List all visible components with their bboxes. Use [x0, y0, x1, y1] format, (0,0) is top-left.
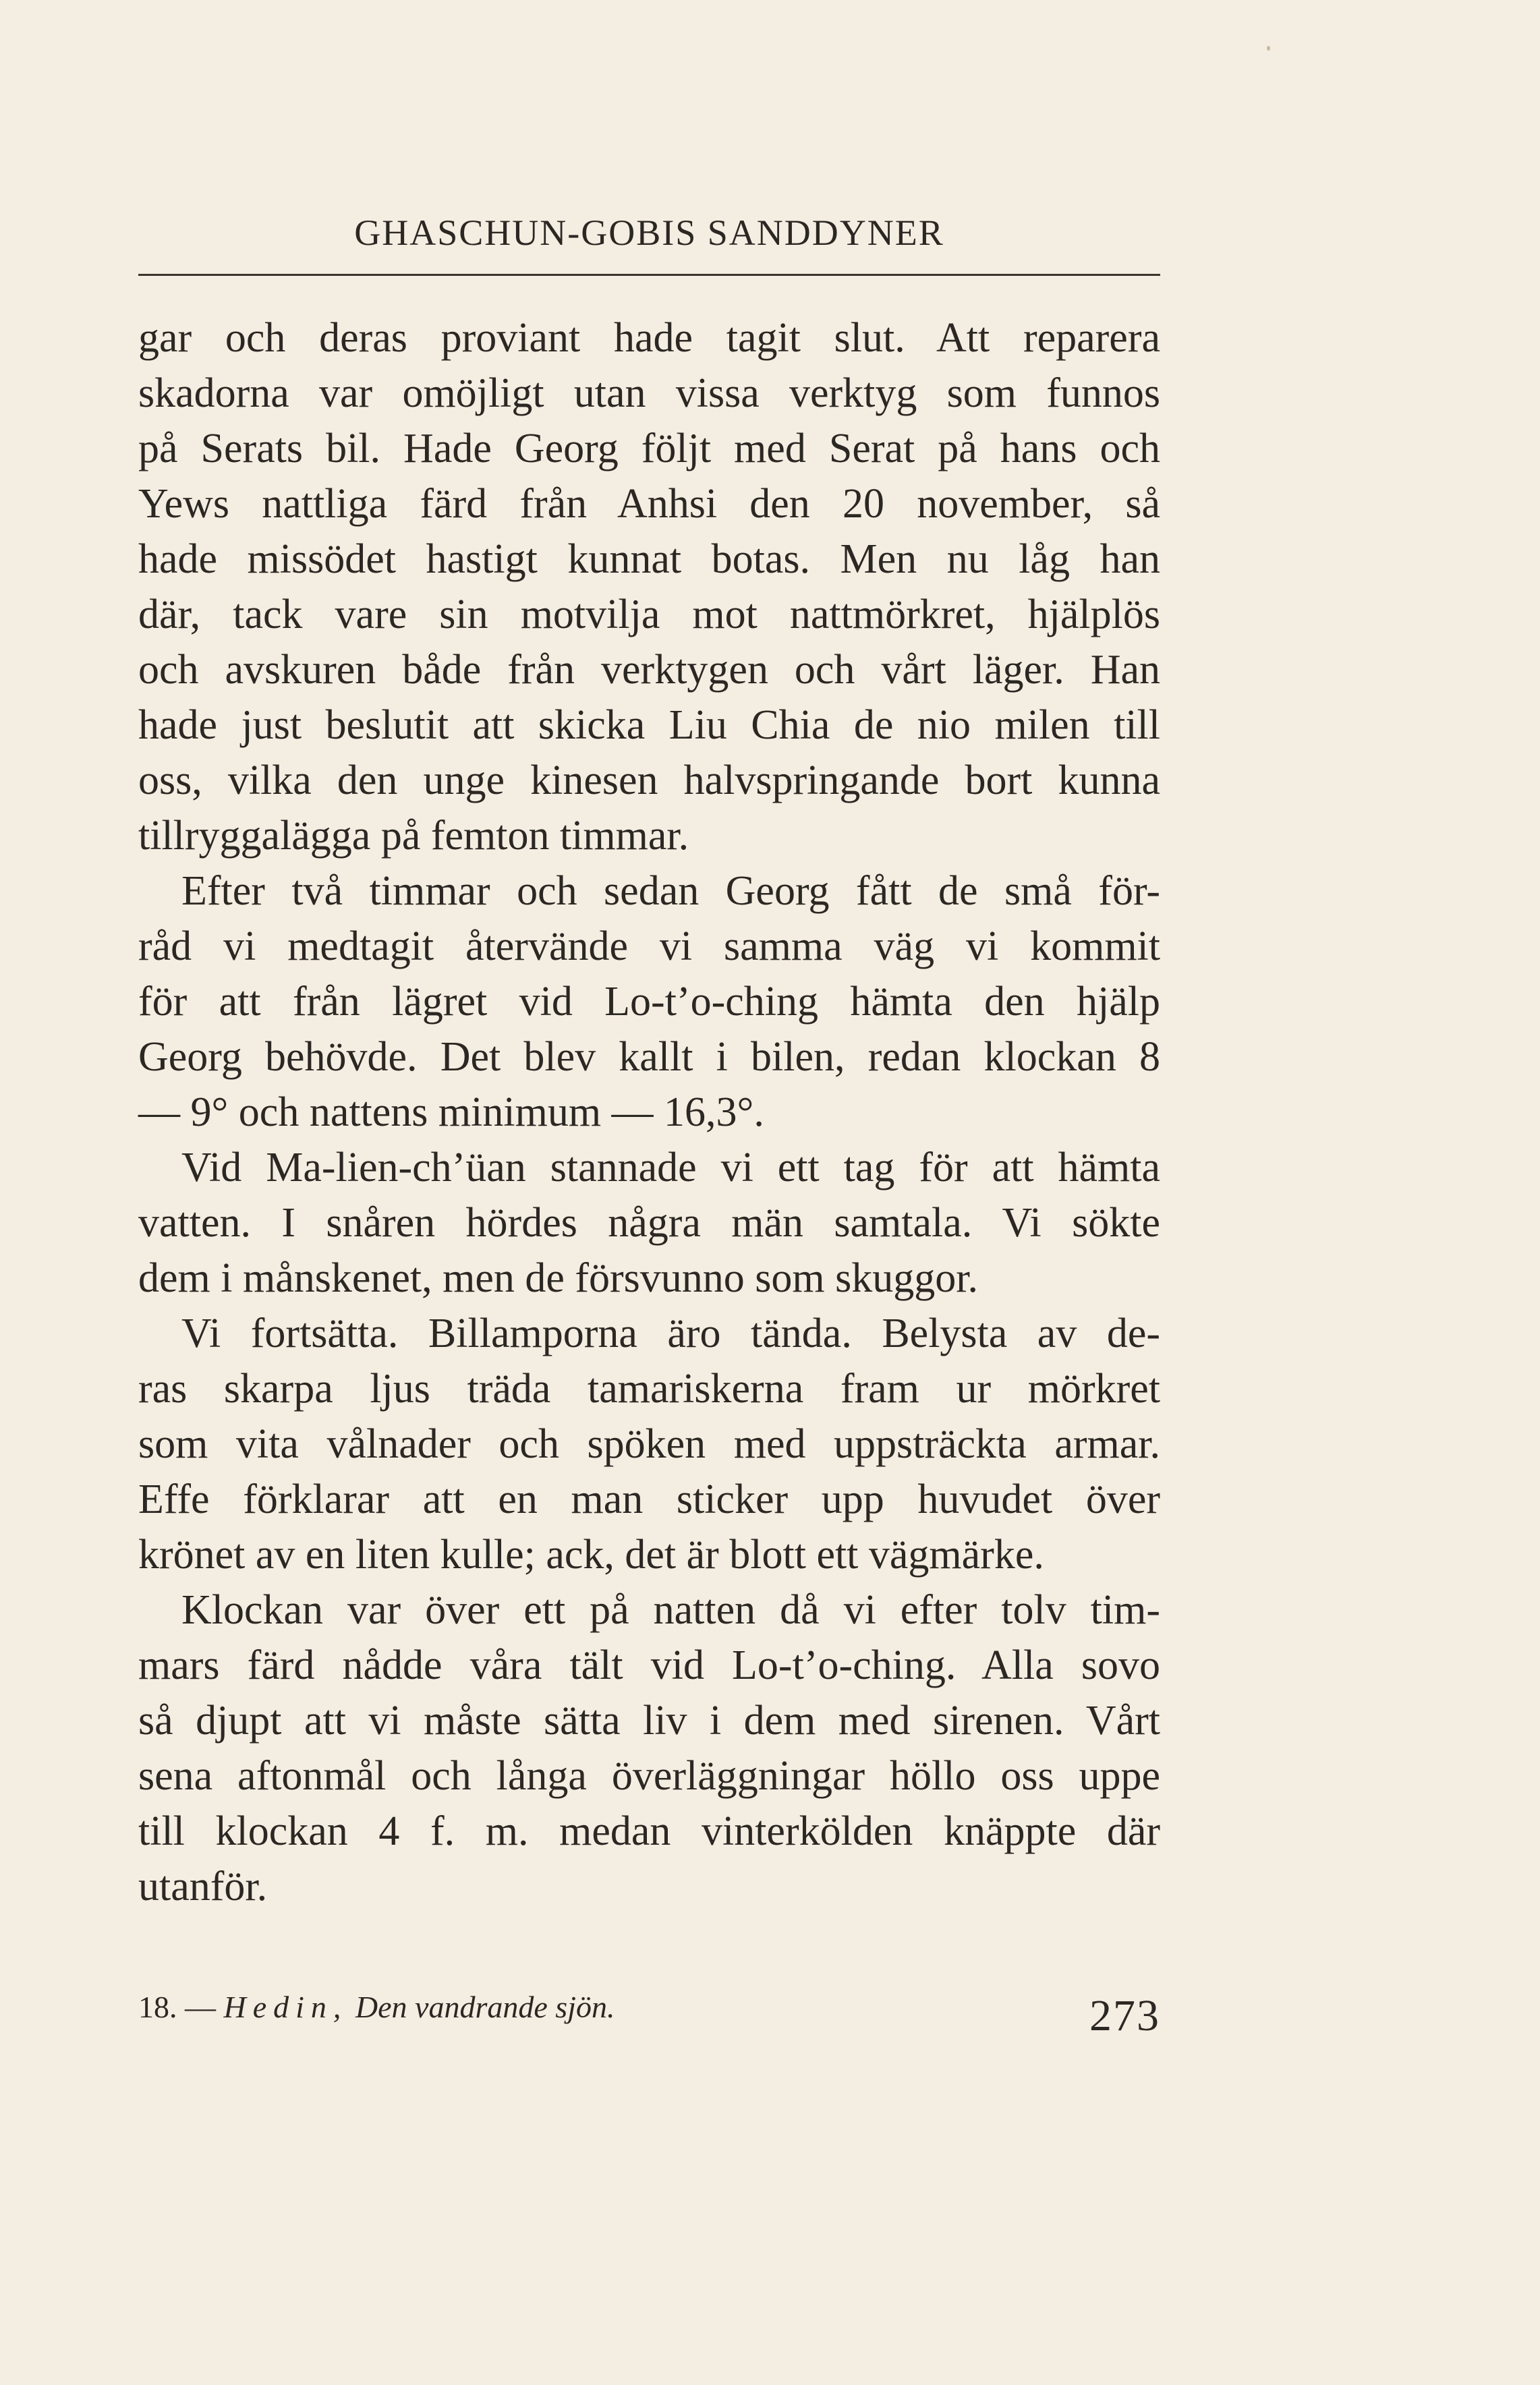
- text-line: hade missödet hastigt kunnat botas. Men nu låg han: [138, 536, 1160, 582]
- paragraph: [138, 310, 1160, 863]
- text-line: Vi fortsätta. Billamporna äro tända. Belysta av de-: [181, 1311, 1160, 1356]
- text-line: Georg behövde. Det blev kallt i bilen, redan klockan 8: [138, 1034, 1160, 1080]
- body-text: [138, 310, 1160, 1914]
- text-line: så djupt att vi måste sätta liv i dem med sirenen. Vårt: [138, 1698, 1160, 1744]
- text-line: och avskuren både från verktygen och vårt läger. Han: [138, 647, 1160, 693]
- printer-signature: [138, 1987, 615, 2028]
- text-line: råd vi medtagit återvände vi samma väg vi kommit: [138, 923, 1160, 969]
- text-line: vatten. I snåren hördes några män samtala. Vi sökte: [138, 1200, 1160, 1246]
- text-line: som vita vålnader och spöken med uppsträckta armar.: [138, 1421, 1160, 1467]
- text-line: ras skarpa ljus träda tamariskerna fram ur mörkret: [138, 1366, 1160, 1412]
- page-footer: [138, 1987, 1160, 2048]
- text-line: utanför.: [138, 1864, 268, 1909]
- text-line: Klockan var över ett på natten då vi efter tolv tim-: [181, 1587, 1160, 1633]
- signature-title: Den vandrande sjön.: [355, 1990, 615, 2024]
- paragraph: [138, 1582, 1160, 1914]
- text-line: för att från lägret vid Lo-t’o-ching hämta den hjälp: [138, 979, 1160, 1025]
- signature-number: 18. —: [138, 1990, 216, 2024]
- paragraph: [138, 1140, 1160, 1306]
- text-line: Vid Ma-lien-ch’üan stannade vi ett tag för att hämta: [181, 1145, 1160, 1190]
- page-number: 273: [1089, 1991, 1160, 2040]
- text-line: oss, vilka den unge kinesen halvspringande bort kunna: [138, 757, 1160, 803]
- text-line: krönet av en liten kulle; ack, det är blott ett vägmärke.: [138, 1532, 1044, 1578]
- text-line: Effe förklarar att en man sticker upp huvudet över: [138, 1476, 1160, 1522]
- text-line: hade just beslutit att skicka Liu Chia de nio milen till: [138, 702, 1160, 748]
- header-rule: [138, 274, 1160, 276]
- text-line: till klockan 4 f. m. medan vinterkölden knäppte där: [138, 1808, 1160, 1854]
- text-line: — 9° och nattens minimum — 16,3°.: [138, 1089, 764, 1135]
- signature-author: Hedin,: [223, 1990, 348, 2024]
- text-line: mars färd nådde våra tält vid Lo-t’o-ching. Alla sovo: [138, 1642, 1160, 1688]
- text-line: på Serats bil. Hade Georg följt med Serat på hans och: [138, 426, 1160, 471]
- text-line: Yews nattliga färd från Anhsi den 20 november, så: [138, 481, 1160, 527]
- text-line: tillryggalägga på femton timmar.: [138, 813, 689, 859]
- text-line: dem i månskenet, men de försvunno som skuggor.: [138, 1255, 978, 1301]
- text-line: skadorna var omöjligt utan vissa verktyg som funnos: [138, 370, 1160, 416]
- text-line: gar och deras proviant hade tagit slut. Att reparera: [138, 315, 1160, 361]
- text-line: där, tack vare sin motvilja mot nattmörkret, hjälplös: [138, 592, 1160, 637]
- running-head: GHASCHUN-GOBIS SANDDYNER: [354, 212, 944, 253]
- text-line: sena aftonmål och långa överläggningar höllo oss uppe: [138, 1753, 1160, 1799]
- paper-speck: [1267, 46, 1270, 51]
- paragraph: [138, 1306, 1160, 1582]
- paragraph: [138, 863, 1160, 1140]
- text-line: Efter två timmar och sedan Georg fått de små för-: [181, 868, 1160, 914]
